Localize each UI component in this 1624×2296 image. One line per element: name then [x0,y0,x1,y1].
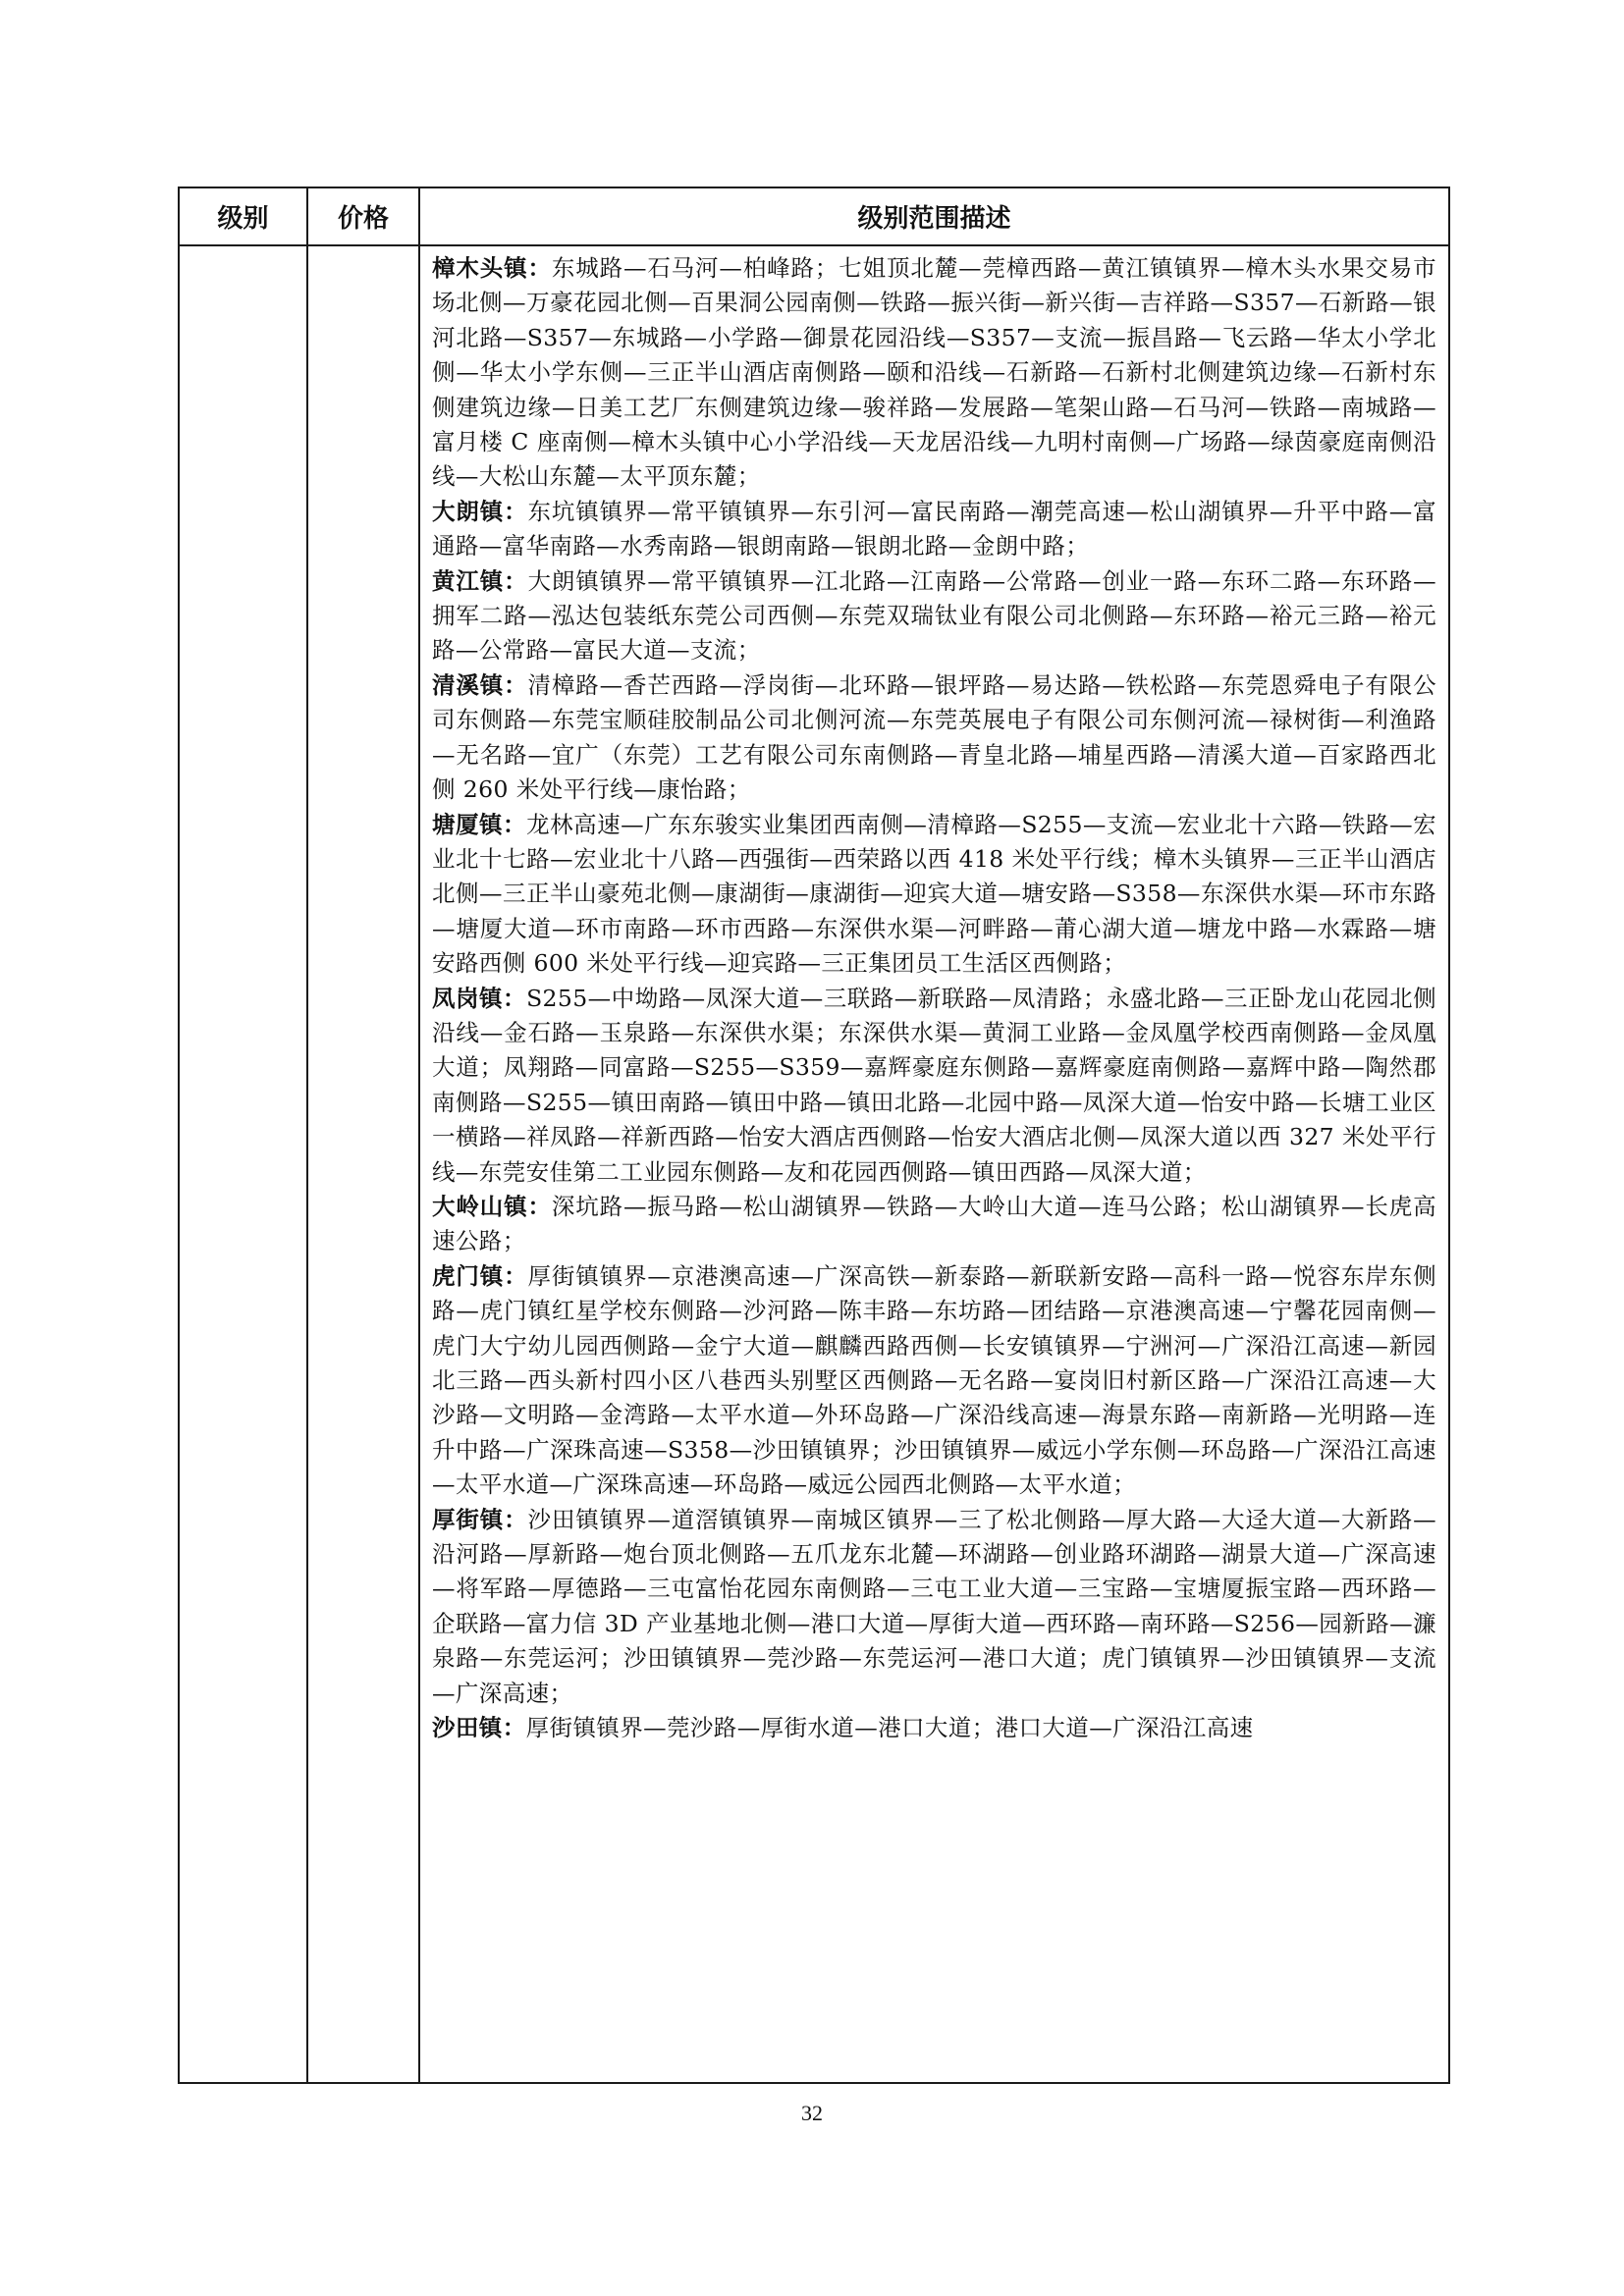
header-description: 级别范围描述 [419,187,1449,245]
town-name: 塘厦镇： [432,810,527,838]
town-name: 大朗镇： [432,497,528,525]
price-cell [307,245,419,2083]
town-name: 沙田镇： [432,1714,526,1742]
town-entry [432,1190,1436,1259]
description-cell [419,245,1449,2083]
town-name: 樟木头镇： [432,254,552,282]
table-header-row [179,187,1449,245]
town-boundary-route: 清樟路—香芒西路—浮岗街—北环路—银坪路—易达路—铁松路—东莞恩舜电子有限公司东侧路—东莞宝顺硅胶制品公司北侧河流—东莞英展电子有限公司东侧河流—禄树街—利渔路—无名路—宜广（东莞）工艺有限公司东南侧路—青皇北路—埔星西路—清溪大道—百家路西北侧 260 米处平行线—康怡路； [432,670,1436,804]
town-entry [432,1259,1436,1503]
town-boundary-route: 厚街镇镇界—莞沙路—厚街水道—港口大道；港口大道—广深沿江高速 [525,1714,1254,1742]
town-boundary-route: 厚街镇镇界—京港澳高速—广深高铁—新泰路—新联新安路—高科一路—悦容东岸东侧路—虎门镇红星学校东侧路—沙河路—陈丰路—东坊路—团结路—京港澳高速—宁馨花园南侧—虎门大宁幼儿园西侧路—金宁大道—麒麟西路西侧—长安镇镇界—宁洲河—广深沿江高速—新园北三路—西头新村四小区八巷西头别墅区西侧路—无名路—宴岗旧村新区路—广深沿江高速—大沙路—文明路—金湾路—太平水道—外环岛路—广深沿线高速—海景东路—南新路—光明路—连升中路—广深珠高速—S358—沙田镇镇界；沙田镇镇界—威远小学东侧—环岛路—广深沿江高速—太平水道—广深珠高速—环岛路—威远公园西北侧路—太平水道； [432,1261,1436,1499]
town-entry [432,1503,1436,1711]
header-price: 价格 [307,187,419,245]
land-level-table [178,187,1450,2084]
town-boundary-route: S255—中坳路—凤深大道—三联路—新联路—凤清路；永盛北路—三正卧龙山花园北侧沿线—金石路—玉泉路—东深供水渠；东深供水渠—黄洞工业路—金凤凰学校西南侧路—金凤凰大道；凤翔路—同富路—S255—S359—嘉辉豪庭东侧路—嘉辉豪庭南侧路—嘉辉中路—陶然郡南侧路—S255—镇田南路—镇田中路—镇田北路—北园中路—凤深大道—怡安中路—长塘工业区一横路—祥凤路—祥新西路—怡安大酒店西侧路—怡安大酒店北侧—凤深大道以西 327 米处平行线—东莞安佳第二工业园东侧路—友和花园西侧路—镇田西路—凤深大道； [432,984,1436,1186]
town-name: 黄江镇： [432,566,528,595]
town-entry [432,564,1436,668]
page-number: 32 [801,2101,823,2125]
town-entry [432,808,1436,982]
level-cell [179,245,307,2083]
town-boundary-route: 龙林高速—广东东骏实业集团西南侧—清樟路—S255—支流—宏业北十六路—铁路—宏业北十七路—宏业北十八路—西强街—西荣路以西 418 米处平行线；樟木头镇界—三正半山酒店北侧—三正半山豪苑北侧—康湖街—康湖街—迎宾大道—塘安路—S358—东深供水渠—环市东路—塘厦大道—环市南路—环市西路—东深供水渠—河畔路—莆心湖大道—塘龙中路—水霖路—塘安路西侧 600 米处平行线—迎宾路—三正集团员工生活区西侧路； [432,810,1437,978]
town-entry [432,1711,1436,1745]
town-entry [432,495,1436,564]
town-name: 虎门镇： [432,1261,528,1290]
town-entry [432,251,1436,495]
town-name: 凤岗镇： [432,984,527,1012]
town-boundary-route: 沙田镇镇界—道滘镇镇界—南城区镇界—三了松北侧路—厚大路—大迳大道—大新路—沿河路—厚新路—炮台顶北侧路—五爪龙东北麓—环湖路—创业路环湖路—湖景大道—广深高速—将军路—厚德路—三屯富怡花园东南侧路—三屯工业大道—三宝路—宝塘厦振宝路—西环路—企联路—富力信 3D 产业基地北侧—港口大道—厚街大道—西环路—南环路—S256—园新路—濂泉路—东莞运河；沙田镇镇界—莞沙路—东莞运河—港口大道；虎门镇镇界—沙田镇镇界—支流—广深高速； [432,1505,1436,1707]
town-name: 厚街镇： [432,1505,528,1533]
header-level: 级别 [179,187,307,245]
town-boundary-route: 东城路—石马河—柏峰路；七姐顶北麓—莞樟西路—黄江镇镇界—樟木头水果交易市场北侧—万豪花园北侧—百果洞公园南侧—铁路—振兴街—新兴街—吉祥路—S357—石新路—银河北路—S357—东城路—小学路—御景花园沿线—S357—支流—振昌路—飞云路—华太小学北侧—华太小学东侧—三正半山酒店南侧路—颐和沿线—石新路—石新村北侧建筑边缘—石新村东侧建筑边缘—日美工艺厂东侧建筑边缘—骏祥路—发展路—笔架山路—石马河—铁路—南城路—富月楼 C 座南侧—樟木头镇中心小学沿线—天龙居沿线—九明村南侧—广场路—绿茵豪庭南侧沿线—大松山东麓—太平顶东麓； [432,254,1436,491]
town-name: 大岭山镇： [432,1192,552,1220]
town-name: 清溪镇： [432,670,528,699]
town-boundary-route: 东坑镇镇界—常平镇镇界—东引河—富民南路—潮莞高速—松山湖镇界—升平中路—富通路—富华南路—水秀南路—银朗南路—银朗北路—金朗中路； [432,497,1436,561]
description-list [420,246,1448,1745]
table-row [179,245,1449,2083]
town-entry [432,668,1436,808]
town-entry [432,982,1436,1190]
town-boundary-route: 大朗镇镇界—常平镇镇界—江北路—江南路—公常路—创业一路—东环二路—东环路—拥军二路—泓达包装纸东莞公司西侧—东莞双瑞钛业有限公司北侧路—东环路—裕元三路—裕元路—公常路—富民大道—支流； [432,566,1436,665]
town-boundary-route: 深坑路—振马路—松山湖镇界—铁路—大岭山大道—连马公路；松山湖镇界—长虎高速公路； [432,1192,1436,1255]
